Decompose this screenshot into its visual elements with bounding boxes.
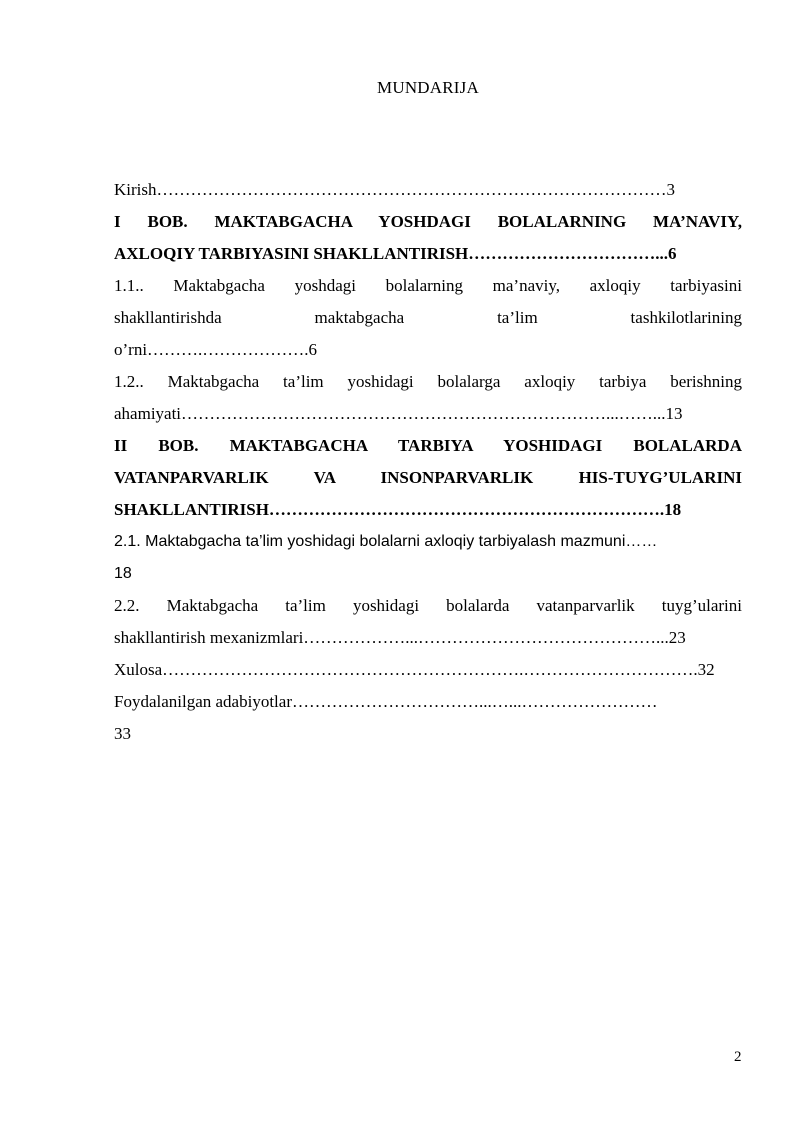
toc-section-1-2-line-2[interactable]: ahamiyati…………………………………………………………………...……...13 <box>114 404 683 423</box>
toc-chapter-1-line-2[interactable]: AXLOQIY TARBIYASINI SHAKLLANTIRISH……………………………...6 <box>114 244 677 263</box>
table-of-contents <box>114 174 742 750</box>
page-title: MUNDARIJA <box>377 78 479 97</box>
toc-chapter-1-line-1[interactable]: I BOB. MAKTABGACHA YOSHDAGI BOLALARNING MA’NAVIY, <box>114 212 742 231</box>
toc-chapter-2-line-2[interactable]: VATANPARVARLIK VA INSONPARVARLIK HIS-TUYG’ULARINI <box>114 468 742 487</box>
toc-section-2-1-line-1[interactable]: 2.1. Maktabgacha ta’lim yoshidagi bolalarni axloqiy tarbiyalash mazmuni…… <box>114 533 658 550</box>
toc-section-1-2-line-1[interactable]: 1.2.. Maktabgacha ta’lim yoshidagi bolalarga axloqiy tarbiya berishning <box>114 372 742 391</box>
toc-chapter-2-line-3[interactable]: SHAKLLANTIRISH…………………………………………………………….18 <box>114 500 682 519</box>
toc-section-1-1-line-3[interactable]: o’rni……….……………….6 <box>114 340 318 359</box>
toc-section-2-2-line-1[interactable]: 2.2. Maktabgacha ta’lim yoshidagi bolalarda vatanparvarlik tuyg’ularini <box>114 596 742 615</box>
toc-entry-adabiyotlar-line-2[interactable]: 33 <box>114 724 131 743</box>
page-number: 2 <box>734 1049 742 1065</box>
toc-chapter-2-line-1[interactable]: II BOB. MAKTABGACHA TARBIYA YOSHIDAGI BOLALARDA <box>114 436 742 455</box>
toc-section-2-1-line-2[interactable]: 18 <box>114 565 132 582</box>
toc-section-1-1-line-2[interactable]: shakllantirishda maktabgacha ta’lim tashkilotlarining <box>114 308 742 327</box>
toc-section-2-2-line-2[interactable]: shakllantirish mexanizmlari………………...……………………………………...23 <box>114 628 686 647</box>
toc-section-1-1-line-1[interactable]: 1.1.. Maktabgacha yoshdagi bolalarning ma’naviy, axloqiy tarbiyasini <box>114 276 742 295</box>
toc-entry-adabiyotlar-line-1[interactable]: Foydalanilgan adabiyotlar……………………………...…...…………………… <box>114 692 658 711</box>
toc-entry-xulosa[interactable]: Xulosa……………………………………………………….………………………….32 <box>114 660 715 679</box>
toc-entry-kirish[interactable]: Kirish………………………………………………………………………………3 <box>114 180 675 199</box>
